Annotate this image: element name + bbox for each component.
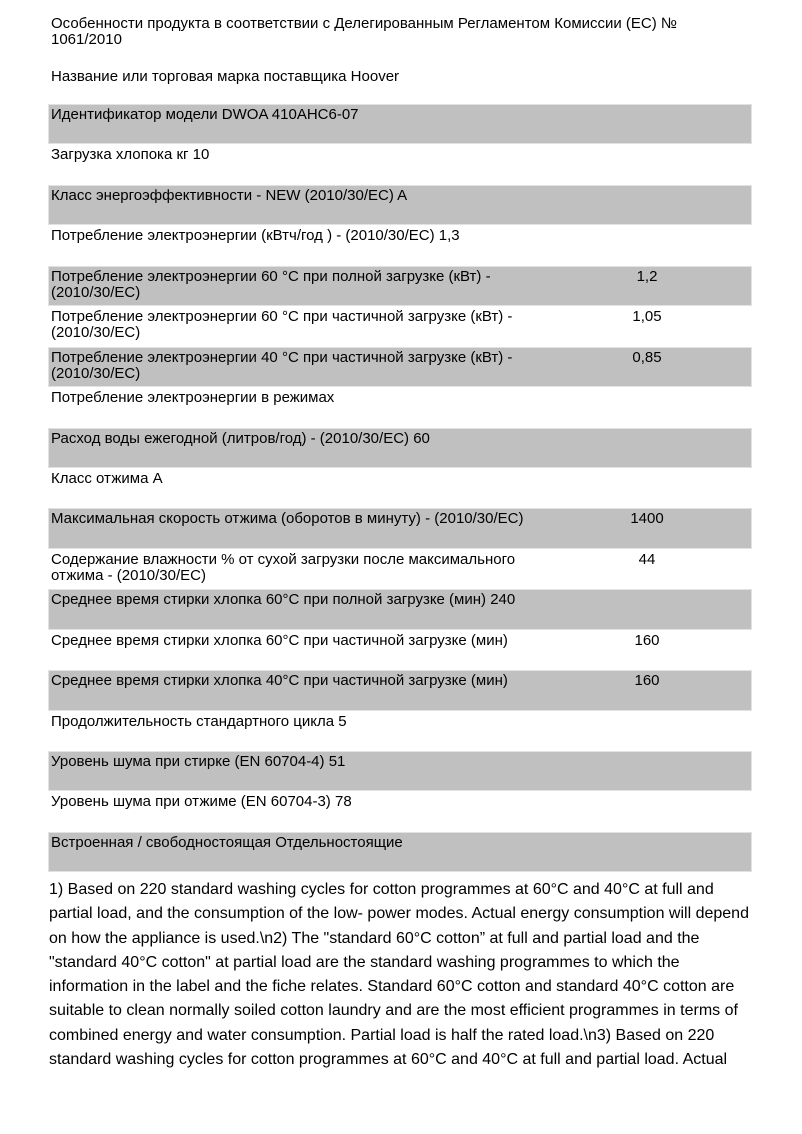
row-label: Среднее время стирки хлопка 60°C при частичной загрузке (мин) — [51, 631, 508, 649]
row-value: 160 — [634, 672, 660, 690]
table-row — [48, 832, 752, 872]
table-row — [48, 266, 752, 306]
row-label: Идентификатор модели DWOA 410AHC6-07 — [51, 106, 359, 123]
row-value: 0,85 — [632, 348, 662, 366]
row-label: Потребление электроэнергии 40 °C при частичной загрузке (кВт) - (2010/30/EC) — [51, 348, 513, 382]
row-label: Продолжительность стандартного цикла 5 — [51, 712, 347, 730]
table-row — [48, 428, 752, 468]
table-row — [48, 306, 752, 346]
row-value: 1,2 — [636, 267, 658, 285]
row-label: Максимальная скорость отжима (оборотов в минуту) - (2010/30/EC) — [51, 510, 524, 528]
row-value: 44 — [638, 550, 656, 568]
row-label: Среднее время стирки хлопка 40°C при частичной загрузке (мин) — [51, 672, 508, 690]
row-label: Потребление электроэнергии в режимах — [51, 389, 335, 407]
table-row — [48, 104, 752, 144]
row-value: 160 — [634, 631, 660, 649]
table-row — [48, 144, 752, 184]
table-row — [48, 791, 752, 831]
table-row — [48, 468, 752, 508]
row-value: 1,05 — [632, 308, 662, 326]
fiche-title-row — [48, 14, 752, 64]
table-row — [48, 549, 752, 589]
row-label: Уровень шума при стирке (EN 60704-4) 51 — [51, 753, 346, 770]
row-label: Среднее время стирки хлопка 60°C при полной загрузке (мин) 240 — [51, 591, 516, 609]
product-fiche-table — [48, 14, 752, 872]
row-label: Расход воды ежегодной (литров/год) - (2010/30/EC) 60 — [51, 429, 430, 447]
row-label: Потребление электроэнергии (кВтч/год ) - (2010/30/EC) 1,3 — [51, 227, 460, 245]
row-label: Класс энергоэффективности - NEW (2010/30/EC) A — [51, 186, 408, 204]
row-label: Класс отжима A — [51, 469, 163, 487]
footnotes-paragraph: 1) Based on 220 standard washing cycles for cotton programmes at 60°C and 40°C at full and partial load, and the consumption of the low- power modes. Actual energy consumption will depend on how the appliance is used.\n2) The "standard 60°C cotton” at full and partial load and the "standard 40°C cotton" at partial load are the standard washing programmes to which the information in the label and the fiche relates. Standard 60°C cotton and standard 40°C cotton are suitable to clean normally soiled cotton laundry and are the most efficient programmes in terms of combined energy and water consumption. Partial load is half the rated load.\n3) Based on 220 standard washing cycles for cotton programmes at 60°C and 40°C at full and partial load. Actual — [49, 881, 749, 1069]
table-row — [48, 751, 752, 791]
table-row — [48, 508, 752, 548]
row-value: 1400 — [630, 510, 664, 528]
table-row — [48, 589, 752, 629]
table-row — [48, 347, 752, 387]
table-row — [48, 711, 752, 751]
table-row — [48, 630, 752, 670]
row-label: Потребление электроэнергии 60 °C при частичной загрузке (кВт) - (2010/30/EC) — [51, 308, 513, 342]
table-row — [48, 185, 752, 225]
row-label: Уровень шума при отжиме (EN 60704-3) 78 — [51, 793, 352, 811]
row-label: Потребление электроэнергии 60 °C при полной загрузке (кВт) - (2010/30/EC) — [51, 267, 491, 301]
table-row — [48, 387, 752, 427]
table-row — [48, 64, 752, 104]
row-label: Содержание влажности % от сухой загрузки после максимального отжима - (2010/30/EC) — [51, 550, 516, 584]
table-row — [48, 225, 752, 265]
table-row — [48, 670, 752, 710]
fiche-title: Особенности продукта в соответствии с Делегированным Регламентом Комиссии (ЕС) № 1061/2010 — [51, 15, 678, 48]
row-label: Название или торговая марка поставщика Hoover — [51, 68, 400, 85]
row-label: Загрузка хлопока кг 10 — [51, 146, 210, 164]
row-label: Встроенная / свободностоящая Отдельностоящие — [51, 833, 403, 851]
